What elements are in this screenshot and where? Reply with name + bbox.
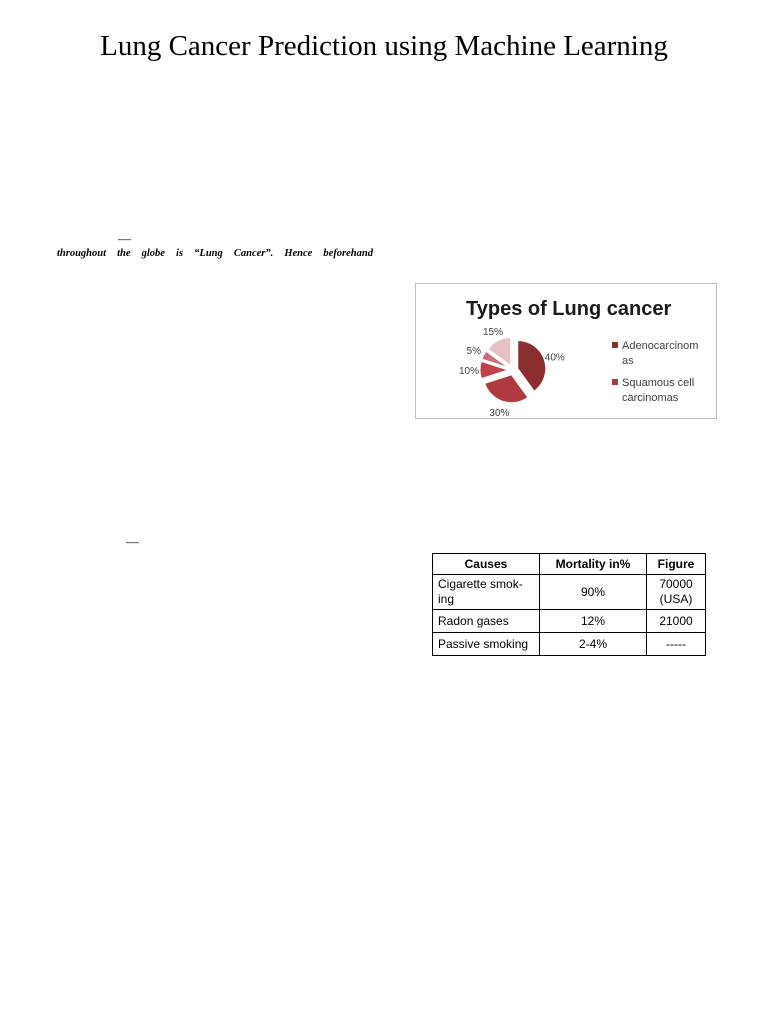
pie-data-label: 15%: [482, 326, 504, 338]
em-dash: —: [126, 534, 139, 549]
cell-cause: Passive smoking: [433, 633, 540, 656]
legend-label-squamous-line2: carcinomas: [622, 392, 679, 404]
legend-label-adenocarcinomas-line2: as: [622, 355, 634, 367]
pie-data-label: 5%: [466, 346, 482, 357]
header-causes: Causes: [433, 554, 540, 575]
cell-mortality: 12%: [540, 610, 647, 633]
header-mortality: Mortality in%: [540, 554, 647, 575]
causes-table: [432, 553, 706, 656]
legend-label-adenocarcinomas-line1: Adenocarcinom: [622, 340, 699, 352]
cell-figure: -----: [647, 633, 706, 656]
chart-title: Types of Lung cancer: [466, 298, 672, 320]
legend-label-squamous-line1: Squamous cell: [622, 377, 695, 389]
abstract-text-line: throughout the globe is “Lung Cancer”. Hence beforehand: [57, 248, 373, 259]
pie-chart-svg: [416, 284, 716, 418]
pie-data-label: 10%: [458, 366, 480, 377]
table-row: [433, 575, 706, 610]
cell-mortality: 90%: [540, 575, 647, 610]
header-figure: Figure: [647, 554, 706, 575]
cell-cause: Radon gases: [433, 610, 540, 633]
cell-figure: 21000: [647, 610, 706, 633]
paper-title: Lung Cancer Prediction using Machine Learning: [100, 30, 668, 62]
cell-cause: Cigarette smok-ing: [433, 575, 540, 610]
em-dash: —: [118, 231, 131, 246]
pie-data-label: 40%: [544, 352, 565, 364]
legend-swatch-adenocarcinomas: [612, 342, 618, 348]
lung-cancer-types-chart: [415, 283, 717, 419]
cell-mortality: 2-4%: [540, 633, 647, 656]
cell-figure: 70000 (USA): [647, 575, 706, 610]
legend-swatch-squamous: [612, 379, 618, 385]
pie-data-label: 30%: [489, 407, 510, 418]
table-row: [433, 633, 706, 656]
pie-slice: [518, 340, 546, 391]
table-header-row: [433, 554, 706, 575]
pie-slice: [485, 375, 528, 403]
table-row: [433, 610, 706, 633]
